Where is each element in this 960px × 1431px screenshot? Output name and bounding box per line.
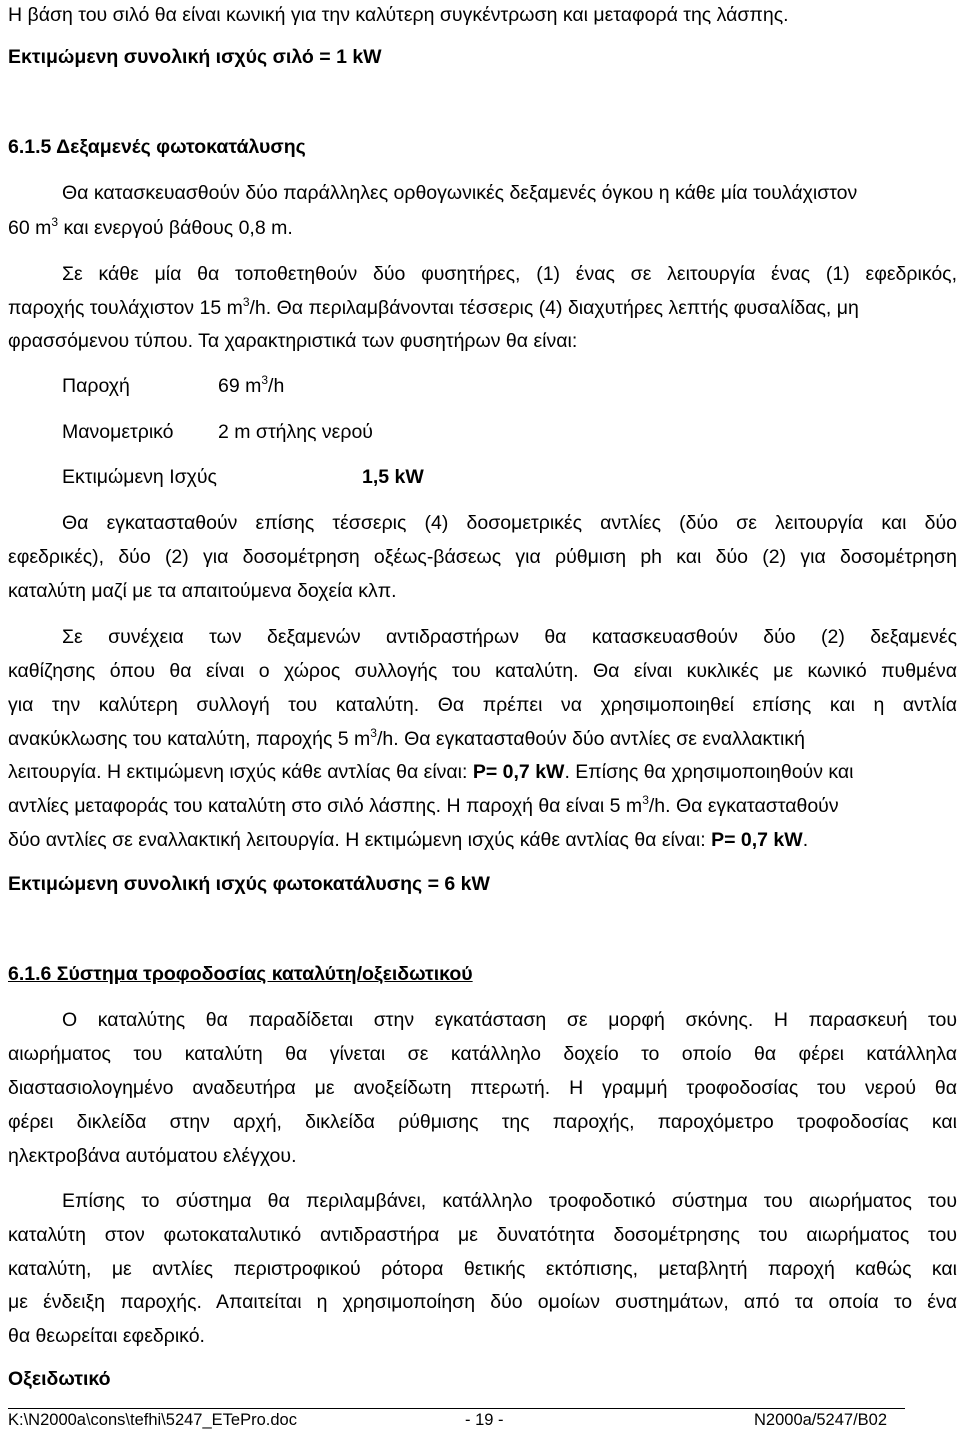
text-line: θα θεωρείται εφεδρικό. [8, 1325, 205, 1347]
footer-doc-code: N2000a/5247/B02 [754, 1411, 888, 1429]
text-line: διαστασιολογημένο αναδευτήρα με ανοξείδωτη πτερωτή. Η γραμμή τροφοδοσίας του νερού θα [8, 1077, 957, 1099]
text-line: αιωρήματος του καταλύτη θα γίνεται σε κατάλληλο δοχείο το οποίο θα φέρει κατάλληλα [8, 1043, 957, 1065]
footer-file-path: K:\N2000a\cons\tefhi\5247_ETePro.doc [8, 1411, 297, 1429]
text-line: φρασσόμενου τύπου. Τα χαρακτηριστικά των φυσητήρων θα είναι: [8, 330, 578, 352]
text-line: καταλύτη στον φωτοκαταλυτικό αντιδραστήρα με δυνατότητα δοσομέτρησης του αιωρήματος του [8, 1224, 957, 1246]
text-line: καθίζησης όπου θα είναι ο χώρος συλλογής του καταλύτη. Θα είναι κυκλικές με κωνικό πυθμένα [8, 660, 957, 682]
text-line: καταλύτη, με αντλίες περιστροφικού ρότορα θετικής εκτόπισης, μεταβλητή παροχή καθώς και [8, 1258, 957, 1280]
text-line: 60 $m^3$ και ενεργού βάθους 0,8 m. [8, 215, 293, 239]
text-line: με ένδειξη παροχής. Απαιτείται η χρησιμοποίηση δύο ομοίων συστημάτων, από τα οποία το ένα [8, 1291, 957, 1313]
page-footer [8, 1408, 905, 1429]
text-line: Θα κατασκευασθούν δύο παράλληλες ορθογωνικές δεξαμενές όγκου η κάθε μία τουλάχιστον [62, 182, 858, 204]
text-line: καταλύτη μαζί με τα απαιτούμενα δοχεία κλπ. [8, 580, 397, 602]
text-line: Ο καταλύτης θα παραδίδεται στην εγκατάσταση σε μορφή σκόνης. Η παρασκευή του [62, 1009, 957, 1031]
photocatalysis-total-power: Εκτιμώμενη συνολική ισχύς φωτοκατάλυσης = 6 kW [8, 873, 490, 895]
footer-page-number: - 19 - [465, 1411, 504, 1429]
text-line: Σε κάθε μία θα τοποθετηθούν δύο φυσητήρες, (1) ένας σε λειτουργία ένας (1) εφεδρικός, [62, 263, 957, 285]
text-line: αντλίες μεταφοράς του καταλύτη στο σιλό λάσπης. Η παροχή θα είναι 5 $m^3/h$. Θα εγκατασταθούν [8, 793, 839, 817]
text-line: λειτουργία. Η εκτιμώμενη ισχύς κάθε αντλίας θα είναι: P= 0,7 kW. Επίσης θα χρησιμοποιηθούν και [8, 761, 854, 783]
pump-power-value: P= 0,7 kW [472, 761, 565, 783]
spec-value-head: 2 m στήλης νερού [218, 421, 373, 443]
silo-total-power: Εκτιμώμενη συνολική ισχύς σιλό = 1 kW [8, 46, 382, 68]
text-line: παροχής τουλάχιστον 15 $m^3/h$. Θα περιλαμβάνονται τέσσερις (4) διαχυτήρες λεπτής φυσαλίδας, μη [8, 295, 859, 319]
spec-value-power: 1,5 kW [362, 466, 424, 488]
text-line: Θα εγκατασταθούν επίσης τέσσερις (4) δοσομετρικές αντλίες (δύο σε λειτουργία και δύο [62, 512, 957, 534]
text-line: για την καλύτερη συλλογή του καταλύτη. Θα πρέπει να χρησιμοποιηθεί επίσης και η αντλία [8, 694, 957, 716]
text-line: Επίσης το σύστημα θα περιλαμβάνει, κατάλληλο τροφοδοτικό σύστημα του αιωρήματος του [62, 1190, 957, 1212]
section-heading-616: 6.1.6 Σύστημα τροφοδοσίας καταλύτη/οξειδωτικού [8, 963, 473, 985]
spec-label-head: Μανομετρικό [62, 421, 174, 443]
text-line: δύο αντλίες σε εναλλακτική λειτουργία. Η εκτιμώμενη ισχύς κάθε αντλίας θα είναι: P= 0,7 kW. [8, 829, 809, 851]
text-line: Σε συνέχεια των δεξαμενών αντιδραστήρων θα κατασκευασθούν δύο (2) δεξαμενές [62, 626, 957, 648]
text-line: Η βάση του σιλό θα είναι κωνική για την καλύτερη συγκέντρωση και μεταφορά της λάσπης. [8, 4, 789, 26]
text-line: ηλεκτροβάνα αυτόματου ελέγχου. [8, 1145, 297, 1167]
spec-label-power: Εκτιμώμενη Ισχύς [62, 466, 217, 488]
pump-power-value: P= 0,7 kW [711, 829, 803, 851]
subheading-oxidant: Οξειδωτικό [8, 1368, 111, 1390]
spec-label-flow: Παροχή [62, 375, 130, 397]
text-line: φέρει δικλείδα στην αρχή, δικλείδα ρύθμισης της παροχής, παροχόμετρο τροφοδοσίας και [8, 1111, 957, 1133]
spec-value-flow: 69 $m^3/h$ [218, 373, 285, 397]
text-line: ανακύκλωσης του καταλύτη, παροχής 5 $m^3/h$. Θα εγκατασταθούν δύο αντλίες σε εναλλακτική [8, 726, 805, 750]
section-heading-615: 6.1.5 Δεξαμενές φωτοκατάλυσης [8, 136, 306, 158]
text-line: εφεδρικές), δύο (2) για δοσομέτρηση οξέως-βάσεως για ρύθμιση ph και δύο (2) για δοσομέτρηση [8, 546, 957, 568]
